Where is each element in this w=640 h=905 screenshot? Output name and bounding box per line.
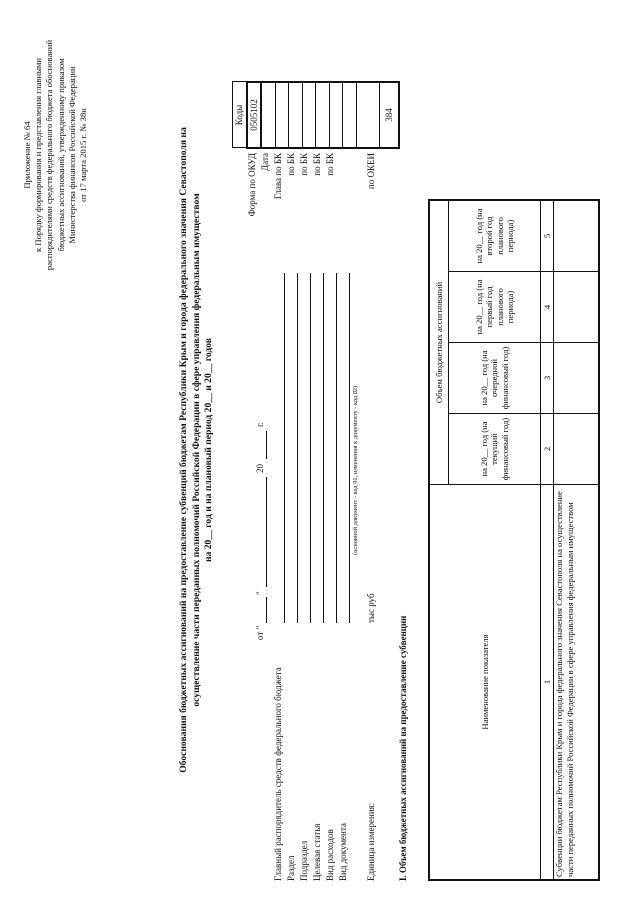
appendix-block bbox=[22, 5, 89, 305]
table-cell bbox=[554, 343, 600, 414]
codes-table bbox=[232, 81, 400, 149]
label-expense-bk: по БК bbox=[325, 153, 335, 176]
group-header: Объем бюджетных ассигнований bbox=[429, 200, 449, 485]
codes-value-okei: 384 bbox=[379, 82, 399, 148]
document-type-note: (основной документ - код 01, изменения к документу - код 02) bbox=[352, 385, 359, 555]
codes-value-target bbox=[316, 82, 330, 148]
appendix-line: от 17 марта 2015 г. № 38н bbox=[78, 108, 89, 202]
table-cell bbox=[554, 414, 600, 485]
codes-value-blank bbox=[356, 82, 379, 148]
date-year-prefix: 20 bbox=[255, 464, 265, 473]
document-title bbox=[178, 35, 216, 865]
date-month-underline bbox=[266, 477, 267, 587]
main-table bbox=[428, 199, 600, 881]
table-cell bbox=[554, 200, 600, 272]
title-line: Обоснования бюджетных ассигнований на предоставление субвенций бюджетам Республики Крым и города федерального значения Севастополя на bbox=[178, 127, 189, 773]
title-line: на 20__ год и на плановый период 20__ и 20__ годов bbox=[203, 338, 214, 562]
table-cell bbox=[554, 272, 600, 343]
appendix-line: Министерства финансов Российской Федерации bbox=[66, 66, 77, 244]
label-okud: Форма по ОКУД bbox=[247, 153, 257, 217]
label-glava-bk: Глава по БК bbox=[273, 153, 283, 200]
col-header-next: на 20__ год (на очередной финансовый год) bbox=[449, 343, 541, 414]
field-main-manager: Главный распорядитель средств федерального бюджета bbox=[273, 667, 283, 881]
codes-value-glava bbox=[275, 82, 289, 148]
appendix-line: бюджетных ассигнований, утвержденному приказом bbox=[55, 58, 66, 252]
date-from: от " bbox=[255, 625, 265, 640]
date-year-suffix: г. bbox=[255, 422, 265, 427]
date-day-underline bbox=[266, 597, 267, 623]
field-unit-label: Единица измерения: bbox=[366, 802, 376, 881]
codes-value-expense bbox=[329, 82, 343, 148]
appendix-line: распорядителями средств федерального бюджета обоснований bbox=[44, 39, 55, 271]
codes-value-subsection bbox=[302, 82, 316, 148]
field-unit-value: тыс руб bbox=[366, 593, 376, 623]
col-header-current: на 20__ год (на текущий финансовый год) bbox=[449, 414, 541, 485]
col-number: 1 bbox=[541, 485, 554, 881]
field-section: Раздел bbox=[286, 855, 296, 881]
section-underline bbox=[297, 273, 298, 623]
col-number: 3 bbox=[541, 343, 554, 414]
codes-value-section bbox=[289, 82, 303, 148]
appendix-line: к Порядку формирования и представления главными bbox=[33, 58, 44, 252]
title-line: осуществление части переданных полномочий Российской Федерации в сфере управления федеральным имуществом bbox=[190, 193, 202, 707]
main-table-wrap bbox=[428, 199, 600, 881]
subsection-underline bbox=[310, 273, 311, 623]
label-date: Дата bbox=[260, 153, 270, 171]
col-header-plan2: на 20__ год (на второй год планового периода) bbox=[449, 200, 541, 272]
label-target-bk: по БК bbox=[312, 153, 322, 176]
label-section-bk: по БК bbox=[286, 153, 296, 176]
target-item-underline bbox=[323, 273, 324, 623]
expense-type-underline bbox=[336, 273, 337, 623]
main-manager-underline bbox=[284, 273, 285, 623]
field-document-type: Вид документа bbox=[338, 823, 348, 881]
col-number: 2 bbox=[541, 414, 554, 485]
col-name-header: Наименование показателя bbox=[429, 485, 541, 881]
codes-value-doc bbox=[343, 82, 357, 148]
field-target-item: Целевая статья bbox=[312, 823, 322, 881]
field-subsection: Подраздел bbox=[299, 840, 309, 881]
label-subsection-bk: по БК bbox=[299, 153, 309, 176]
codes-block bbox=[232, 81, 400, 149]
appendix-line: Приложение № 64 bbox=[22, 121, 32, 189]
date-year-underline bbox=[266, 431, 267, 459]
codes-header: Коды bbox=[233, 82, 247, 148]
document-type-underline bbox=[349, 273, 350, 623]
col-header-plan1: на 20__ год (на первый год планового периода) bbox=[449, 272, 541, 343]
table-row-name: Субвенции бюджетам Республики Крым и города федерального значения Севастополя на осуществление части переданных полномочий Российской Федерации в сфере управления федеральным имуществом bbox=[554, 485, 600, 881]
label-okei: по ОКЕИ bbox=[366, 153, 376, 190]
date-quote: " bbox=[255, 591, 265, 595]
codes-value-okud: 0505102 bbox=[247, 82, 262, 148]
section-1-heading: I. Объем бюджетных ассигнований на предоставление субвенции bbox=[398, 615, 408, 881]
field-expense-type: Вид расходов bbox=[325, 829, 335, 881]
col-number: 4 bbox=[541, 272, 554, 343]
codes-value-date bbox=[261, 82, 275, 148]
col-number: 5 bbox=[541, 200, 554, 272]
